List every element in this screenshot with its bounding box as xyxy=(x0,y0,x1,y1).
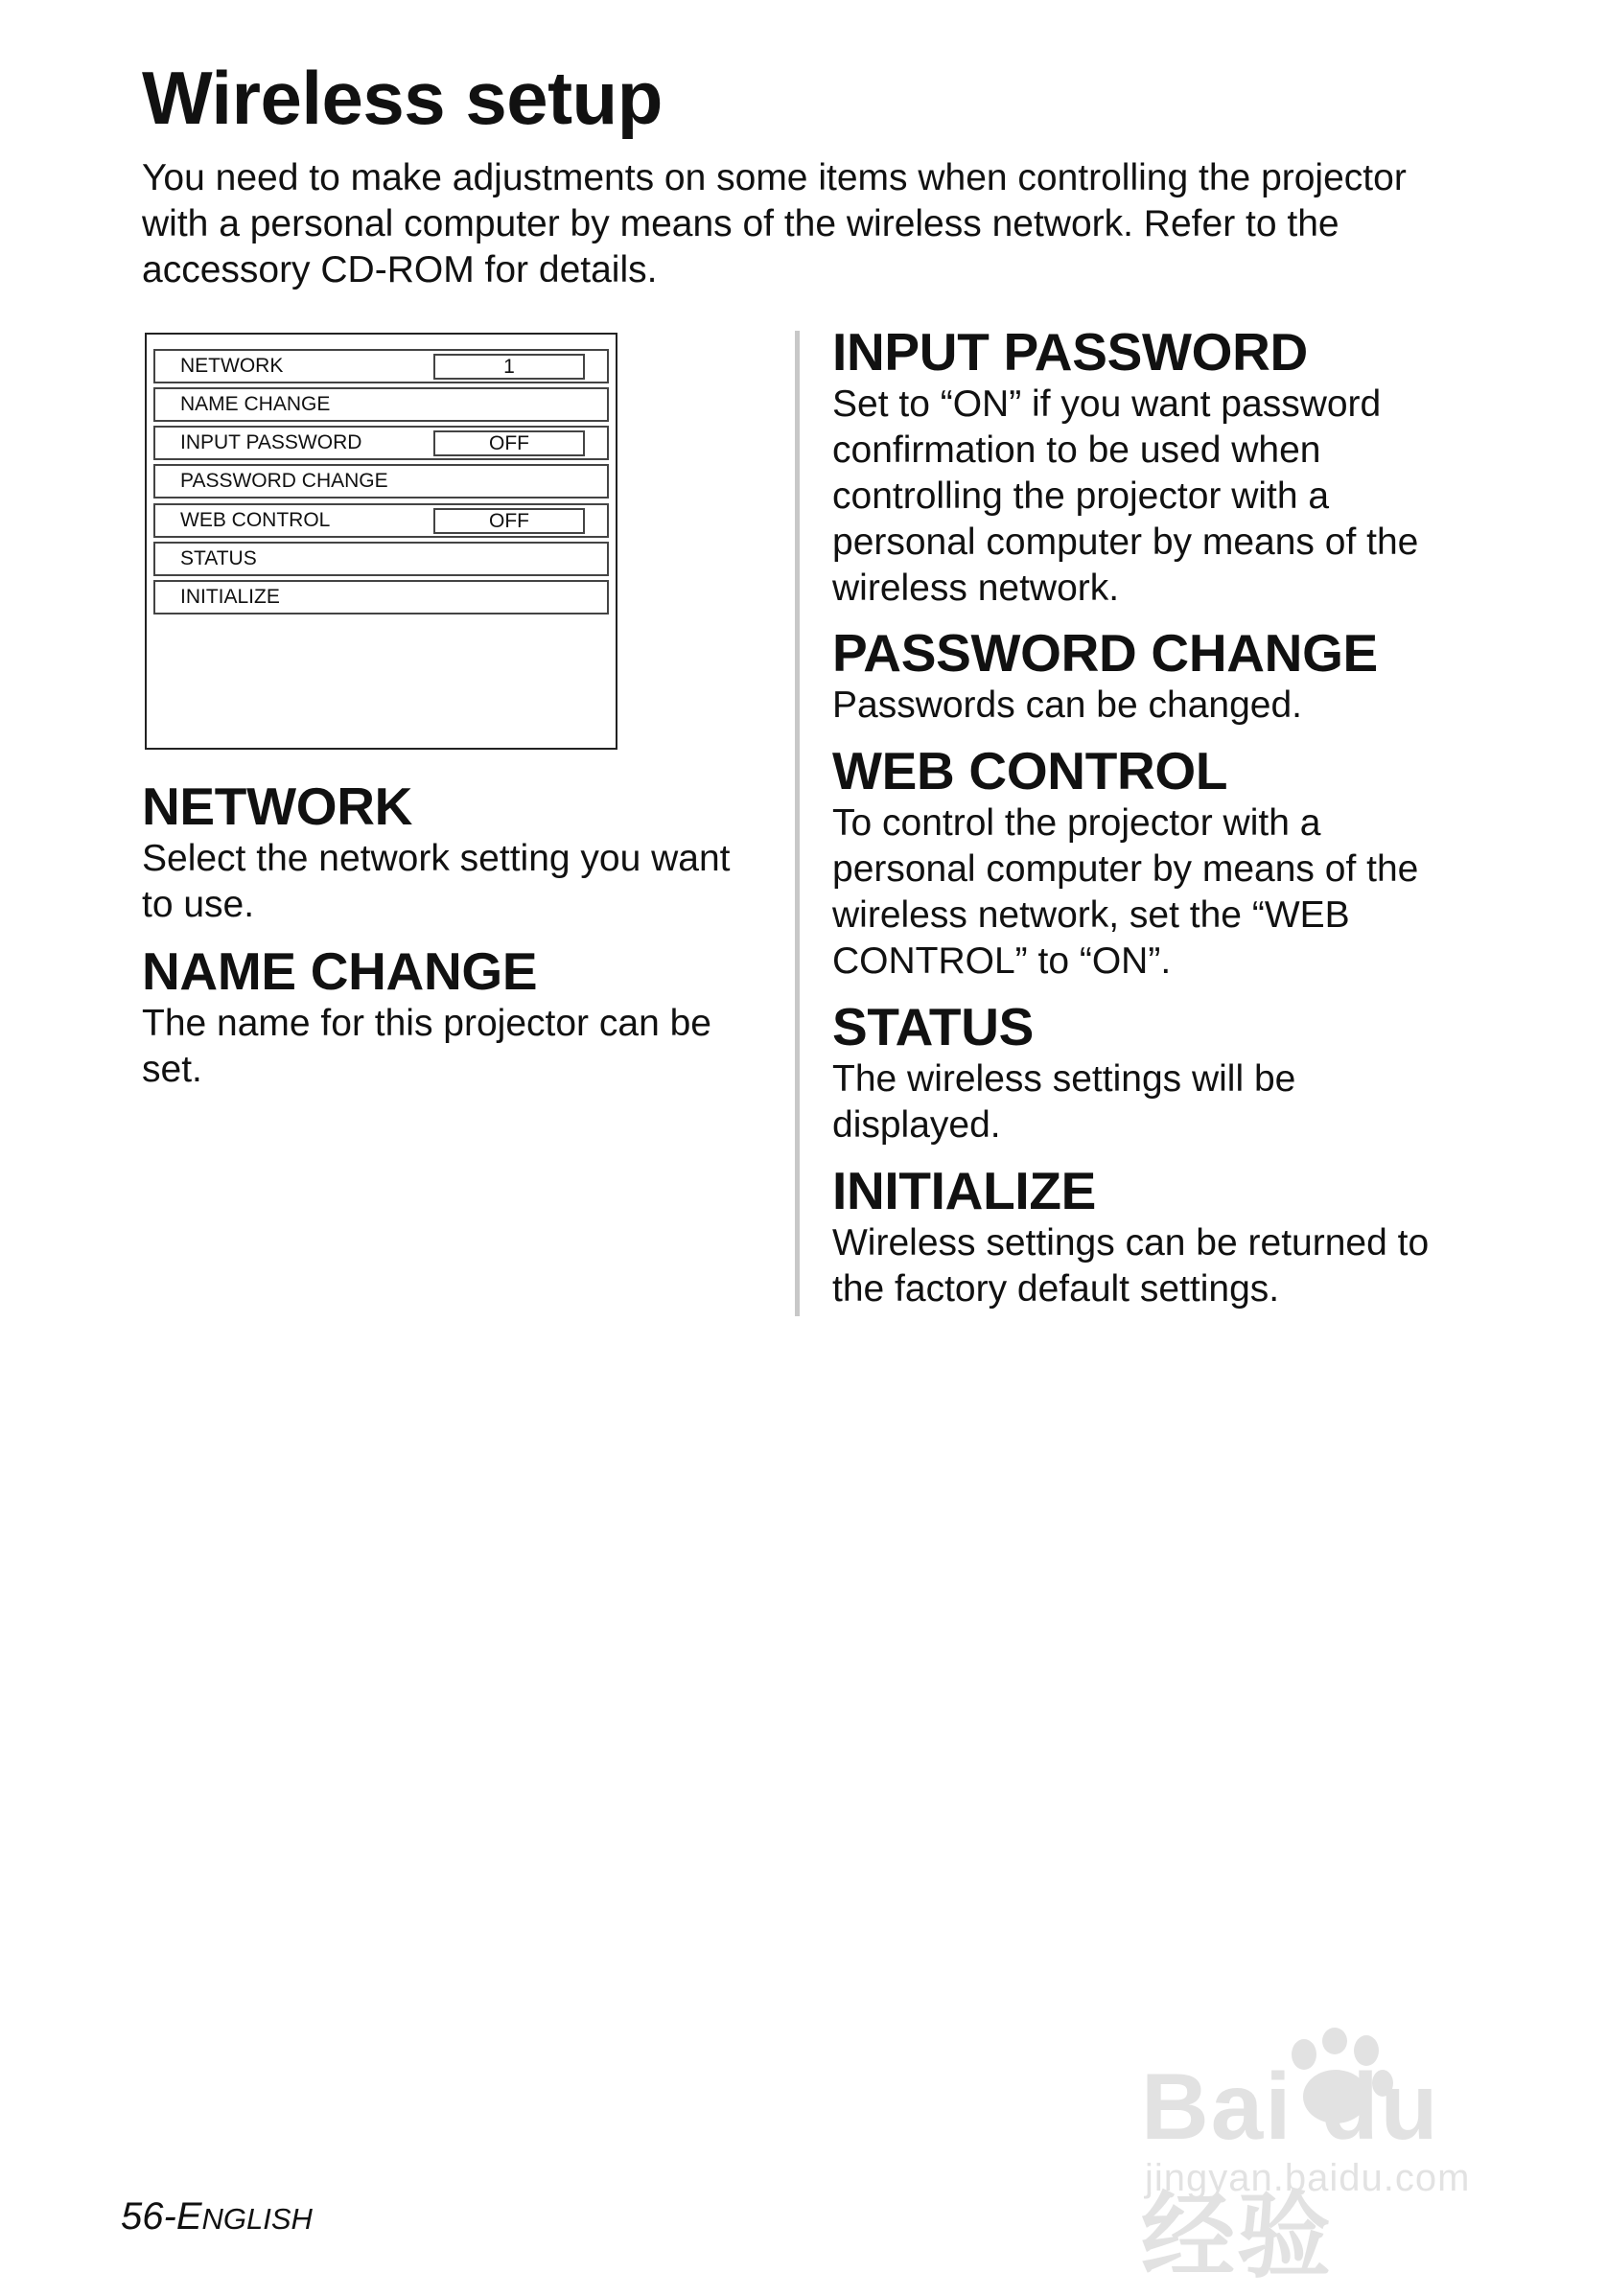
menu-row-value: OFF xyxy=(433,508,585,534)
menu-row-label: NAME CHANGE xyxy=(180,393,331,415)
menu-row-name-change xyxy=(153,387,609,422)
wireless-menu-illustration xyxy=(145,333,617,750)
section-heading: NAME CHANGE xyxy=(142,941,538,1001)
section-heading: NETWORK xyxy=(142,777,413,836)
section-heading: INITIALIZE xyxy=(832,1161,1097,1220)
section-body: To control the projector with a personal computer by means of the wireless network, set the “WEB CONTROL” to “ON”. xyxy=(832,802,1419,982)
section-name-change xyxy=(142,941,765,1093)
baidu-watermark xyxy=(1131,2028,1544,2288)
menu-row-label: WEB CONTROL xyxy=(180,509,331,531)
menu-row-network xyxy=(153,349,609,383)
section-input-password xyxy=(832,322,1465,612)
section-heading: STATUS xyxy=(832,997,1035,1056)
section-body: Select the network setting you want to use. xyxy=(142,838,731,925)
language-rest: NGLISH xyxy=(201,2202,313,2236)
section-heading: WEB CONTROL xyxy=(832,741,1228,800)
section-heading: INPUT PASSWORD xyxy=(832,322,1308,382)
menu-row-label: NETWORK xyxy=(180,355,284,377)
section-body: Passwords can be changed. xyxy=(832,684,1302,726)
watermark-url: jingyan.baidu.com xyxy=(1145,2157,1471,2199)
column-divider xyxy=(795,331,800,1316)
language-initial: E xyxy=(175,2195,202,2238)
section-status xyxy=(832,997,1465,1148)
watermark-logo-text: Bai du 经验 xyxy=(1141,2053,1440,2288)
section-password-change xyxy=(832,623,1465,729)
menu-row-label: INPUT PASSWORD xyxy=(180,431,362,453)
menu-row-status xyxy=(153,542,609,576)
section-heading: PASSWORD CHANGE xyxy=(832,623,1378,683)
section-network xyxy=(142,777,765,928)
page-number: 56- xyxy=(121,2195,176,2238)
section-initialize xyxy=(832,1161,1465,1312)
menu-row-value: OFF xyxy=(433,430,585,456)
page-footer xyxy=(121,2195,313,2238)
menu-row-label: STATUS xyxy=(180,547,257,569)
menu-row-label: PASSWORD CHANGE xyxy=(180,470,388,492)
section-body: The wireless settings will be displayed. xyxy=(832,1058,1296,1146)
section-body: The name for this projector can be set. xyxy=(142,1003,711,1090)
menu-row-web-control xyxy=(153,503,609,538)
page-title: Wireless setup xyxy=(142,56,663,140)
section-web-control xyxy=(832,741,1465,985)
section-body: Wireless settings can be returned to the factory default settings. xyxy=(832,1222,1430,1310)
menu-row-value: 1 xyxy=(433,354,585,380)
menu-row-password-change xyxy=(153,464,609,499)
intro-paragraph: You need to make adjustments on some items when controlling the projector with a personal computer by means of the wireless network. Refer to the accessory CD-ROM for details. xyxy=(142,157,1407,290)
menu-row-initialize xyxy=(153,580,609,615)
menu-row-input-password xyxy=(153,426,609,460)
menu-row-label: INITIALIZE xyxy=(180,586,280,608)
section-body: Set to “ON” if you want password confirmation to be used when controlling the projector with a personal computer by means of the wireless network. xyxy=(832,383,1419,609)
